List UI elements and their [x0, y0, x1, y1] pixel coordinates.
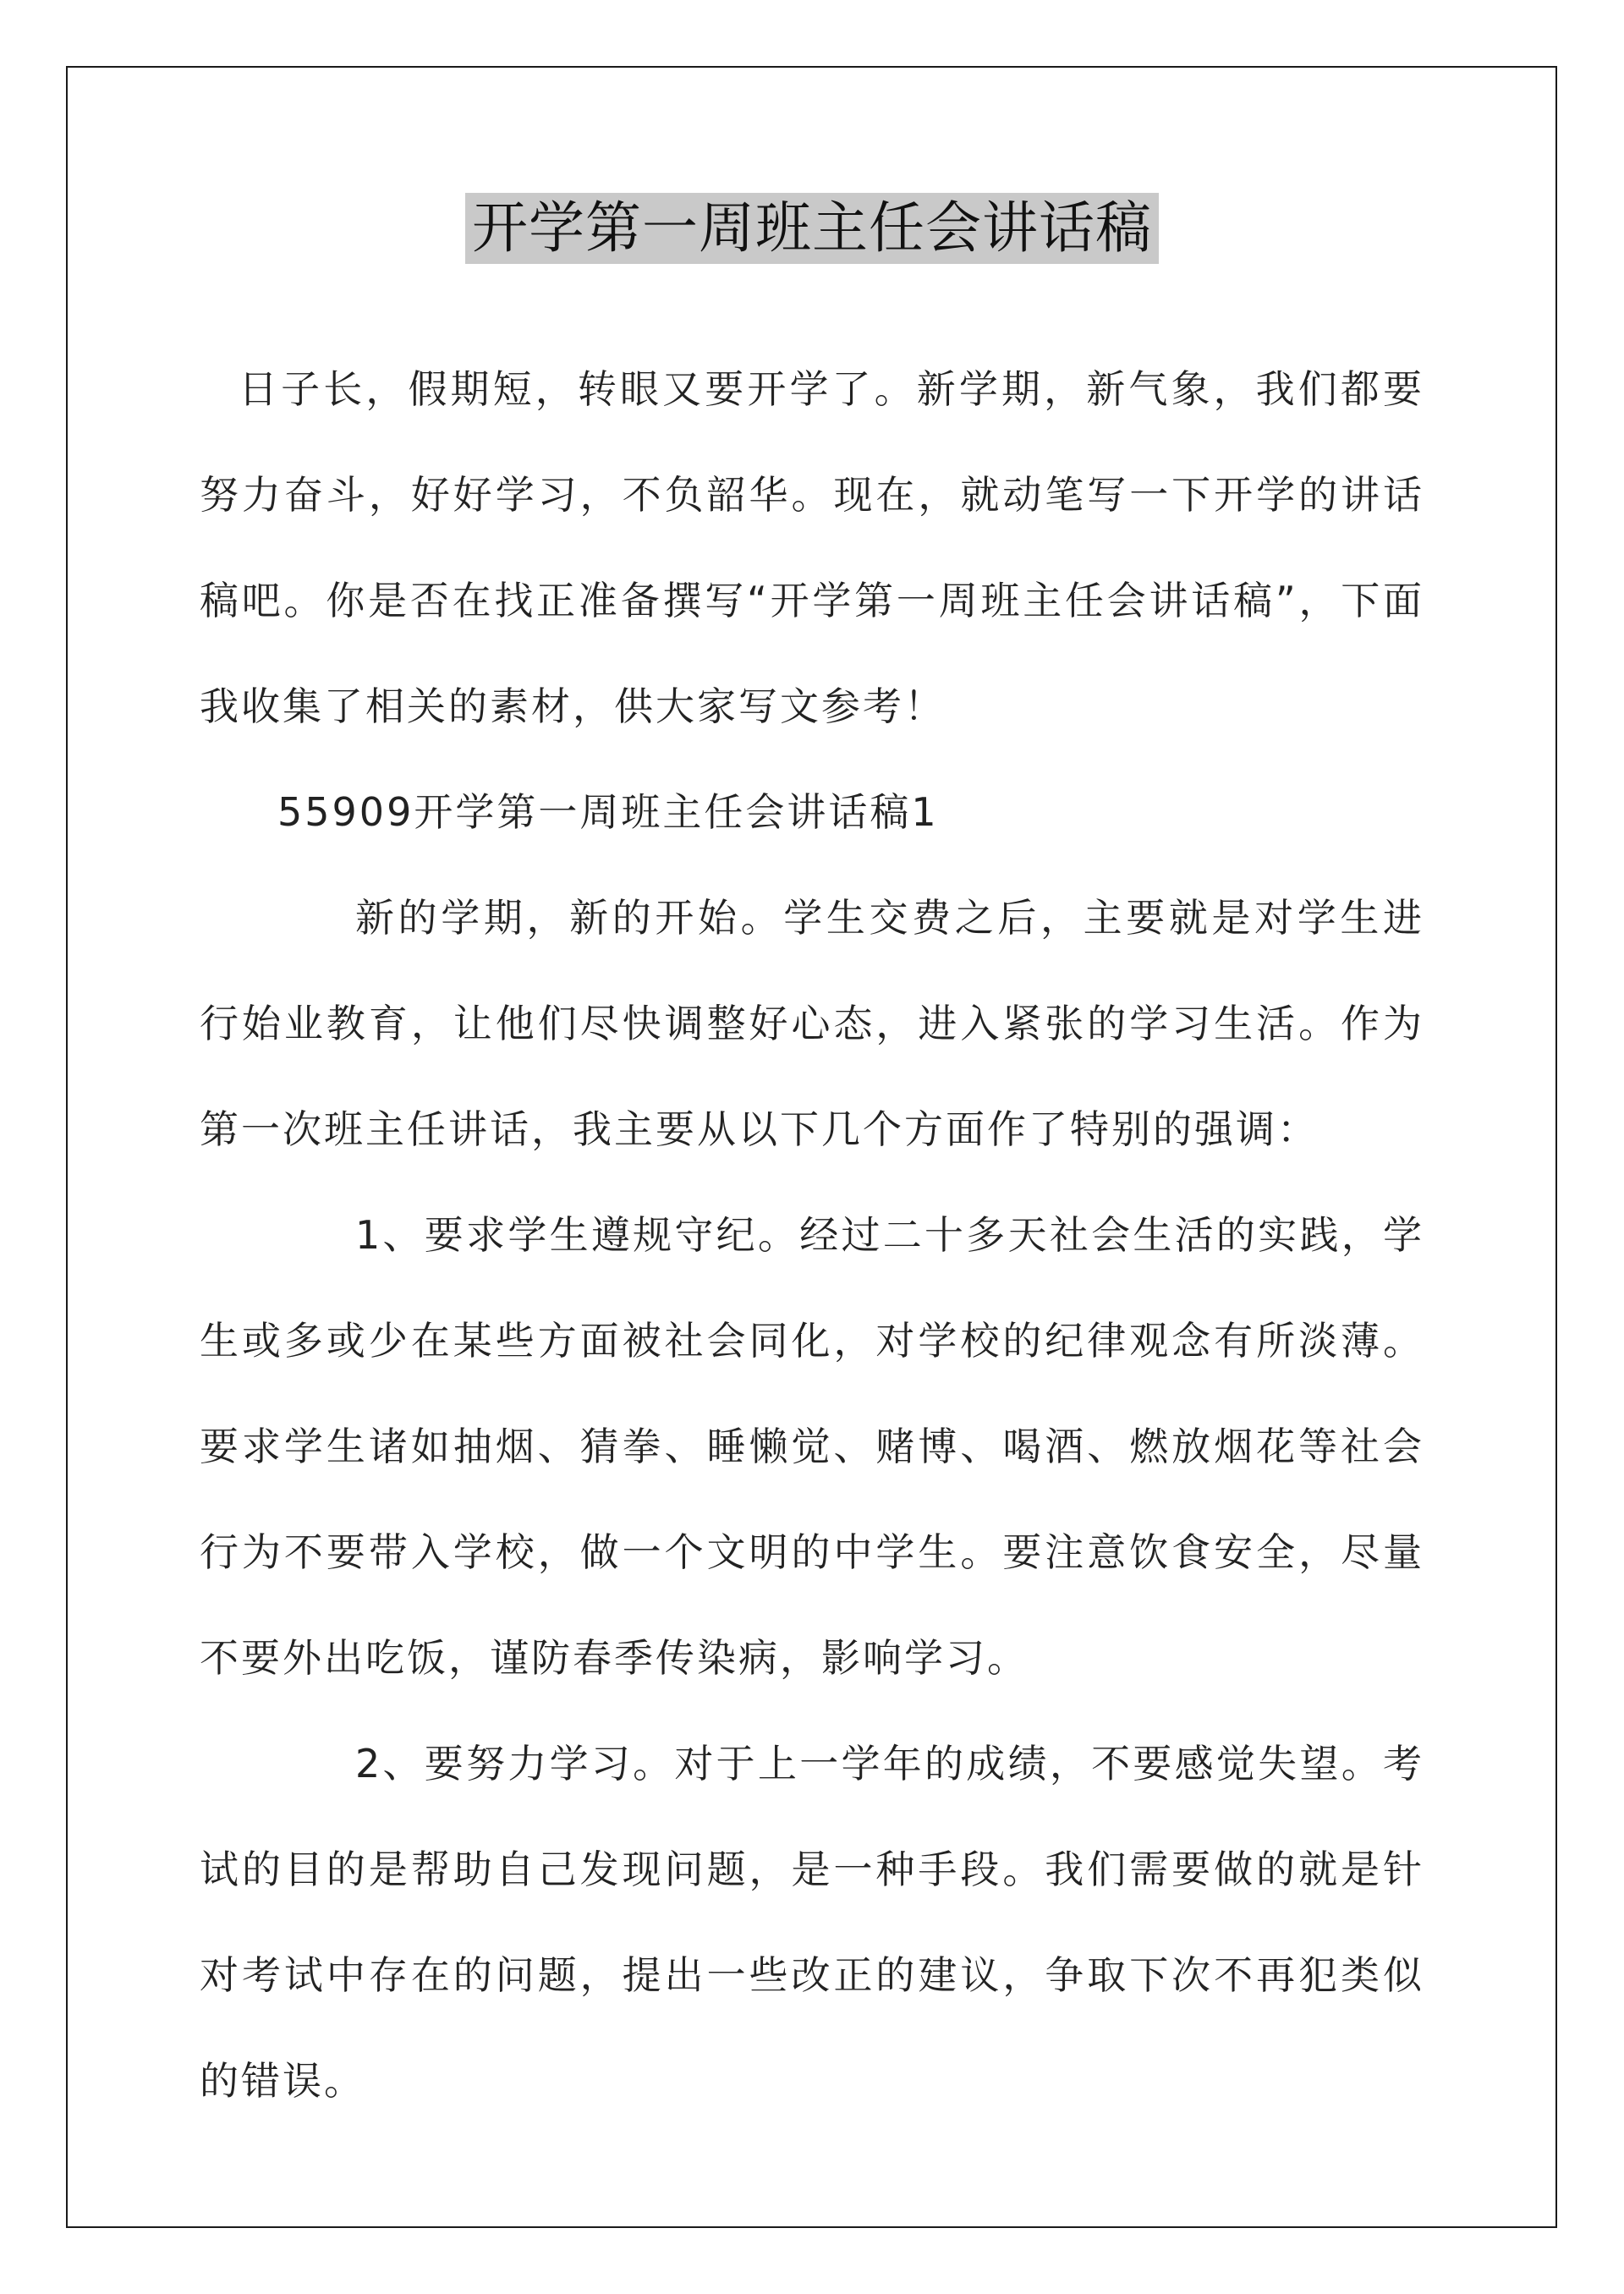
body-paragraph: 2、要努力学习。对于上一学年的成绩，不要感觉失望。考试的目的是帮助自己发现问题，是一种手段。我们需要做的就是针对考试中存在的问题，提出一些改正的建议，争取下次不再犯类似的错误。 [200, 1741, 1424, 2104]
section-heading: 55909开学第一周班主任会讲话稿1 [277, 789, 939, 835]
body-paragraph: 1、要求学生遵规守纪。经过二十多天社会生活的实践，学生或多或少在某些方面被社会同化，对学校的纪律观念有所淡薄。要求学生诸如抽烟、猜拳、睡懒觉、赌博、喝酒、燃放烟花等社会行为不要带入学校，做一个文明的中学生。要注意饮食安全，尽量不要外出吃饭，谨防春季传染病，影响学习。 [200, 1212, 1424, 1681]
document-body [200, 337, 1424, 2134]
body-paragraph: 新的学期，新的开始。学生交费之后，主要就是对学生进行始业教育，让他们尽快调整好心态，进入紧张的学习生活。作为第一次班主任讲话，我主要从以下几个方面作了特别的强调： [200, 895, 1424, 1152]
title-container [0, 193, 1624, 264]
intro-paragraph: 日子长，假期短，转眼又要开学了。新学期，新气象，我们都要努力奋斗，好好学习，不负韶华。现在，就动笔写一下开学的讲话稿吧。你是否在找正准备撰写“开学第一周班主任会讲话稿”，下面我收集了相关的素材，供大家写文参考！ [200, 366, 1424, 729]
document-title: 开学第一周班主任会讲话稿 [465, 193, 1159, 264]
